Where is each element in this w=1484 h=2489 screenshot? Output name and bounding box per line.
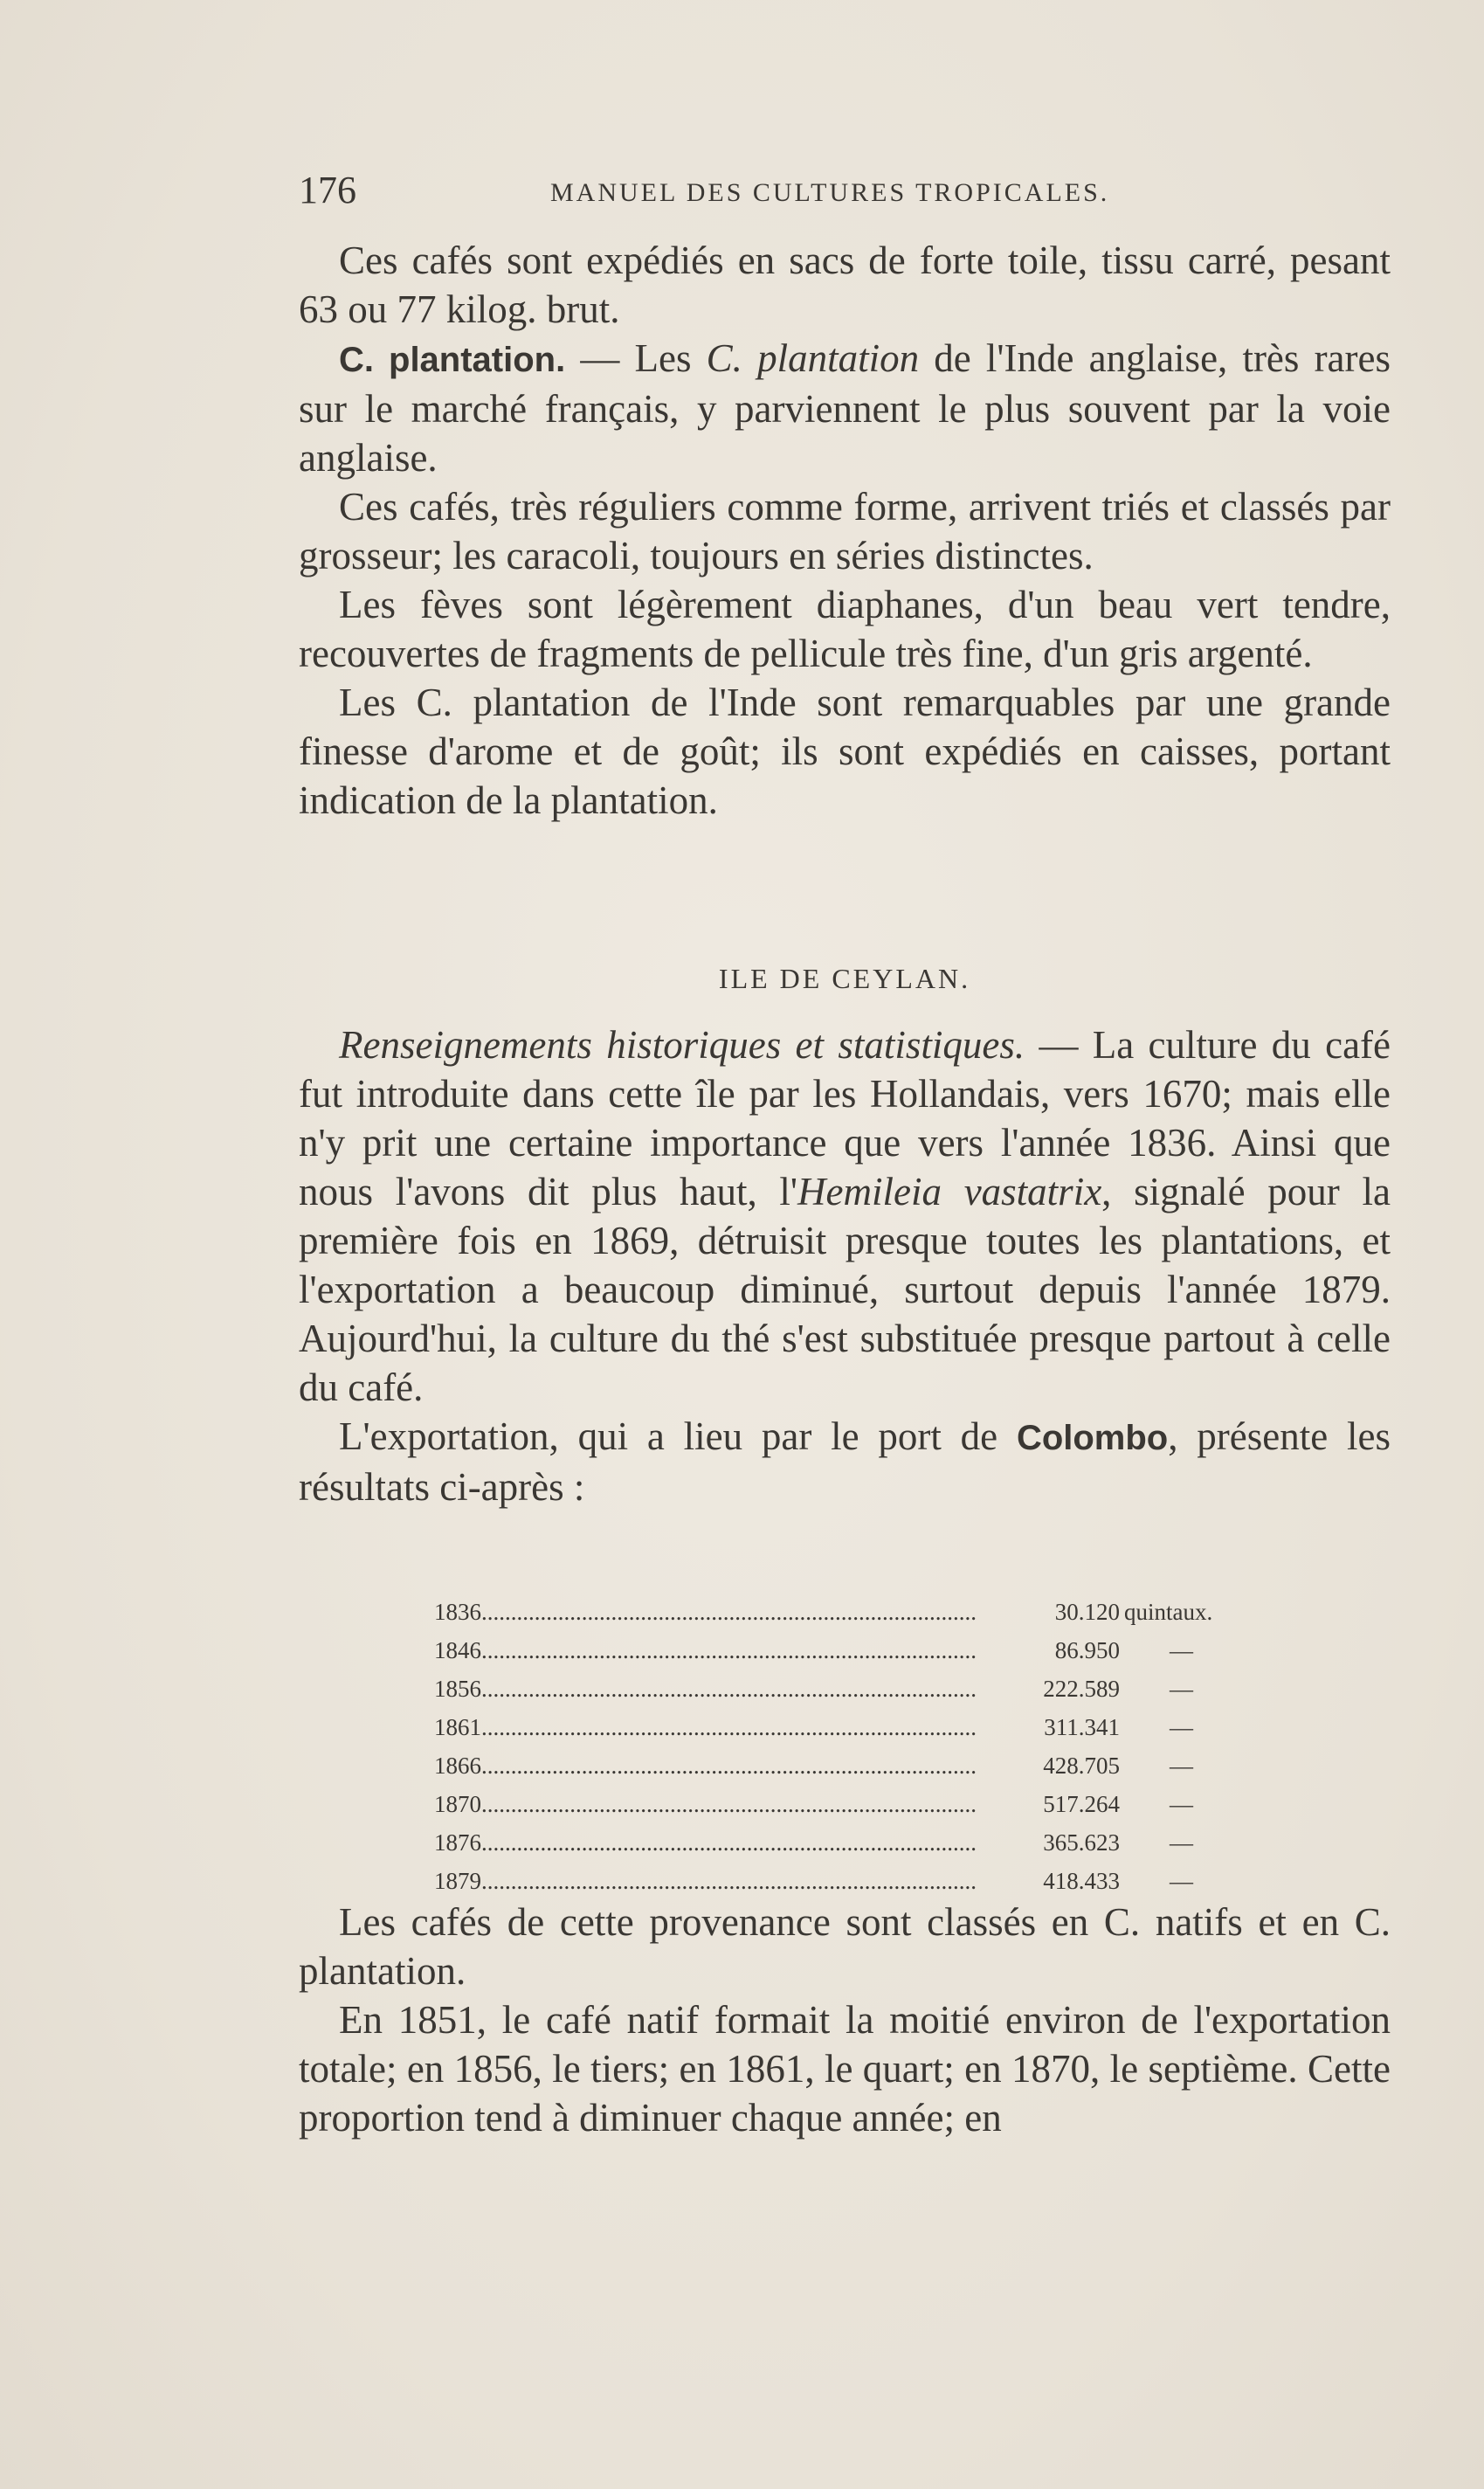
table-unit: —: [1170, 1753, 1193, 1779]
table-row: [434, 1823, 1264, 1862]
paragraph-sorting: Ces cafés, très réguliers comme forme, arrivent triés et classés par grosseur; les caracoli, toujours en séries distinctes.: [299, 485, 1391, 577]
plantation-text-b: de l'Inde anglaise, très rares sur le marché français, y parviennent le plus souvent par la voie anglaise.: [299, 336, 1391, 480]
table-row: [434, 1708, 1264, 1746]
paragraph-proportion: En 1851, le café natif formait la moitié environ de l'exportation totale; en 1856, le tiers; en 1861, le quart; en 1870, le septième. Cette proportion tend à diminuer chaque année; en: [299, 1998, 1391, 2140]
table-year: 1876....................................................................................: [434, 1829, 977, 1856]
table-year: 1846....................................................................................: [434, 1637, 977, 1663]
table-quantity: 517.264: [1043, 1791, 1120, 1817]
paragraph-india: Les C. plantation de l'Inde sont remarquables par une grande finesse d'arome et de goût; ils sont expédiés en caisses, portant indication de la plantation.: [299, 681, 1391, 822]
table-quantity: 311.341: [1044, 1714, 1120, 1740]
table-unit: quintaux.: [1124, 1599, 1213, 1625]
paragraph-plantation: [299, 334, 1391, 482]
table-quantity: 30.120: [1054, 1599, 1120, 1625]
table-quantity: 222.589: [1043, 1676, 1120, 1702]
paragraph-shipping: Ces cafés sont expédiés en sacs de forte toile, tissu carré, pesant 63 ou 77 kilog. brut.: [299, 239, 1391, 331]
colombo-bold: Colombo: [1016, 1419, 1169, 1457]
paragraph-beans: Les fèves sont légèrement diaphanes, d'un beau vert tendre, recouvertes de fragments de pellicule très fine, d'un gris argenté.: [299, 583, 1391, 675]
hemileia-italic: Hemileia vastatrix: [797, 1170, 1102, 1213]
table-row: [434, 1785, 1264, 1823]
paragraph-export: [299, 1412, 1391, 1511]
paragraph-classes: Les cafés de cette provenance sont classés en C. natifs et en C. plantation.: [299, 1900, 1391, 1993]
table-year: 1870....................................................................................: [434, 1791, 977, 1817]
page-number: 176: [299, 169, 356, 211]
table-row: [434, 1593, 1264, 1631]
plantation-italic: C. plantation: [706, 336, 920, 380]
export-text-b: , présente les résultats ci-après :: [299, 1414, 1391, 1509]
table-year: 1879....................................................................................: [434, 1868, 977, 1894]
table-year: 1861....................................................................................: [434, 1714, 977, 1740]
table-row: [434, 1670, 1264, 1708]
export-text-a: L'exportation, qui a lieu par le port de: [339, 1414, 1017, 1458]
export-table: [434, 1593, 1264, 1900]
table-quantity: 428.705: [1043, 1753, 1120, 1779]
history-text-a: — La culture du café fut introduite dans cette île par les Hollandais, vers 1670; mais elle n'y prit une certaine importance que vers l'année 1836. Ainsi que nous l'avons dit plus haut, l': [299, 1023, 1391, 1213]
table-unit: —: [1170, 1676, 1193, 1702]
paragraph-history: [299, 1020, 1391, 1412]
text-block-intro: [299, 236, 1391, 825]
table-year: 1856....................................................................................: [434, 1676, 977, 1702]
table-row: [434, 1631, 1264, 1670]
section-heading: ILE DE CEYLAN.: [718, 963, 971, 994]
table-unit: —: [1170, 1714, 1193, 1740]
text-block-classification: [299, 1898, 1391, 2142]
table-row: [434, 1862, 1264, 1900]
table-unit: —: [1170, 1829, 1193, 1856]
table-unit: —: [1170, 1791, 1193, 1817]
plantation-heading: C. plantation.: [339, 341, 566, 379]
table-unit: —: [1170, 1868, 1193, 1894]
table-quantity: 86.950: [1054, 1637, 1120, 1663]
table-quantity: 418.433: [1043, 1868, 1120, 1894]
table-quantity: 365.623: [1043, 1829, 1120, 1856]
table-year: 1836....................................................................................: [434, 1599, 977, 1625]
history-text-b: , signalé pour la première fois en 1869, détruisit presque toutes les plantations, et l'exportation a beaucoup diminué, surtout depuis l'année 1879. Aujourd'hui, la culture du thé s'est substituée presque partout à celle du café.: [299, 1170, 1391, 1409]
running-title: MANUEL DES CULTURES TROPICALES.: [550, 178, 1110, 207]
text-block-ceylon: [299, 1020, 1391, 1511]
history-italic-lead: Renseignements historiques et statistiques.: [339, 1023, 1025, 1067]
table-year: 1866....................................................................................: [434, 1753, 977, 1779]
table-unit: —: [1170, 1637, 1193, 1663]
running-head: [299, 164, 1391, 217]
table-row: [434, 1746, 1264, 1785]
plantation-text-a: — Les: [565, 336, 707, 380]
